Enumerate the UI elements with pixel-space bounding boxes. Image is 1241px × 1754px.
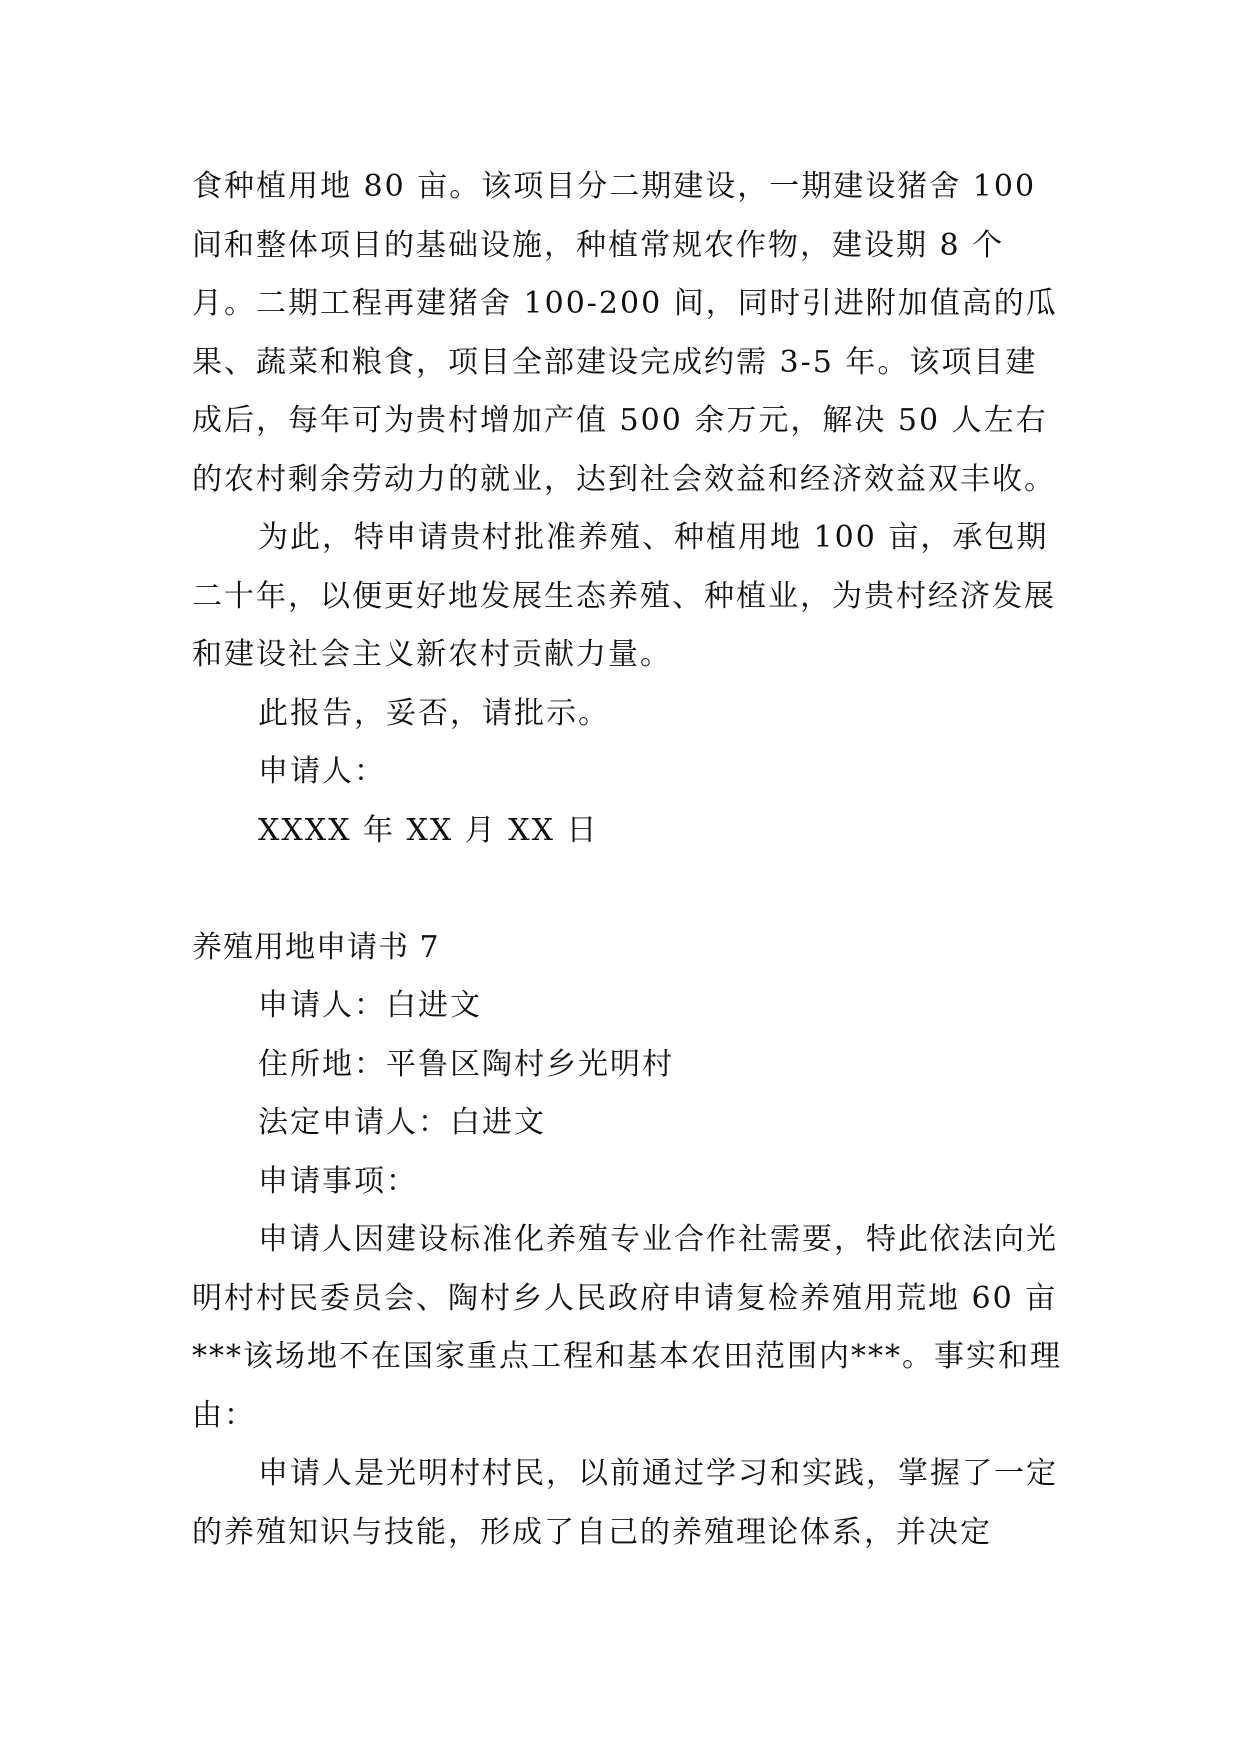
date-line: XXXX 年 XX 月 XX 日 <box>258 812 599 848</box>
document-body <box>192 158 1064 1562</box>
paragraph-project-description: 食种植用地 80 亩。该项目分二期建设，一期建设猪舍 100 间和整体项目的基础设施，种植常规农作物，建设期 8 个月。二期工程再建猪舍 100-200 间，同时引进附加值高的瓜果、蔬菜和粮食，项目全部建设完成约需 3-5 年。该项目建成后，每年可为贵村增加产值 500 余万元，解决 50 人左右的农村剩余劳动力的就业，达到社会效益和经济效益双丰收。 <box>192 169 1058 497</box>
paragraph-request-details: 申请人因建设标准化养殖专业合作社需要，特此依法向光明村村民委员会、陶村乡人民政府申请复检养殖用荒地 60 亩***该场地不在国家重点工程和基本农田范围内***。事实和理由： <box>192 1222 1062 1433</box>
section-spacer <box>192 860 1064 919</box>
paragraph-request: 为此，特申请贵村批准养殖、种植用地 100 亩，承包期二十年，以便更好地发展生态养殖、种植业，为贵村经济发展和建设社会主义新农村贡献力量。 <box>192 520 1056 672</box>
request-items-label: 申请事项： <box>258 1163 418 1199</box>
paragraph-closing: 此报告，妥否，请批示。 <box>258 695 610 731</box>
applicant-signature-label: 申请人： <box>258 754 386 789</box>
paragraph-facts-reasons: 申请人是光明村村民，以前通过学习和实践，掌握了一定的养殖知识与技能，形成了自己的养殖理论体系，并决定 <box>192 1456 1058 1550</box>
applicant-address: 住所地：平鲁区陶村乡光明村 <box>258 1046 674 1082</box>
section-title: 养殖用地申请书 7 <box>192 929 440 965</box>
applicant-name: 申请人：白进文 <box>258 988 482 1023</box>
legal-applicant: 法定申请人：白进文 <box>258 1105 546 1140</box>
